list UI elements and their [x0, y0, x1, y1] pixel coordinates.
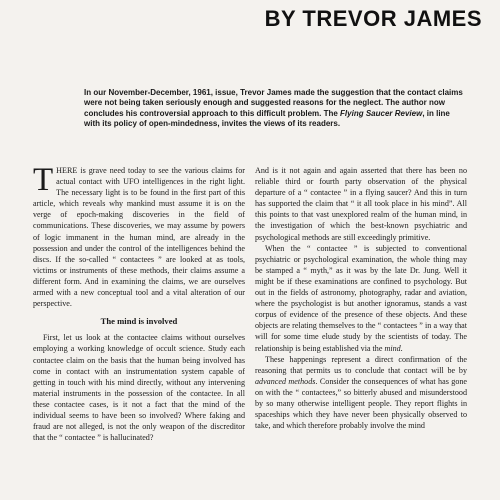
right-paragraph-3-emphasis: advanced methods	[255, 376, 316, 386]
right-paragraph-2-end: .	[400, 343, 403, 353]
drop-cap: T	[33, 162, 54, 198]
intro-publication-name: Flying Saucer Review	[340, 108, 423, 118]
right-paragraph-2	[255, 243, 467, 354]
article-byline: BY TREVOR JAMES	[264, 6, 482, 31]
right-paragraph-2-emphasis: mind	[384, 343, 401, 353]
left-paragraph-1	[33, 162, 245, 309]
left-paragraph-1-text: HERE is grave need today to see the various claims for actual contact with UFO intelligences in the right light. The necessary light is to be found in the first part of this article, which reveals why mankind must assume it is on the verge of epoch-making discoveries in the field of communications. These discoveries, we may assume by powers of logic immanent in the human mind, are already in the possession and under the control of the intelligences behind the discs. If the so-called “ contactees ” are looked at as tools, victims or instruments of these methods, their claims assume a different form. And in examining the claims, we are ourselves armed with a new conceptual tool and a vital alteration of our perspective.	[33, 166, 245, 309]
right-paragraph-1: And is it not again and again asserted that there has been no reliable third or fourth party observation of the physical departure of a “ contactee ” in a flying saucer? And this in turn has supported the claim that “ it all took place in his mind”. All this points to that vast unexplored realm of the human mind, in the investigation of which the best-known psychiatric and psychological methods are still exceedingly primitive.	[255, 166, 467, 242]
right-paragraph-3	[255, 354, 467, 432]
left-column	[33, 162, 245, 443]
right-paragraph-3-text: These happenings represent a direct confirmation of the reasoning that permits us to conclude that contact will be by	[255, 354, 467, 375]
intro-text-end: , in line with its policy of open-mindedness, invites the views of its readers.	[84, 108, 450, 129]
right-column	[255, 165, 467, 431]
right-paragraph-3-continued: . Consider the consequences of what has gone on with the “ contactees,” so bitterly abused and misunderstood by so many otherwise intelligent people. They report flights in spaceships which they have never been physically observed to take, and which therefore probably involve the mind	[255, 376, 468, 431]
left-paragraph-2: First, let us look at the contactee claims without ourselves employing a working knowledge of occult science. Study each contactee claim on the basis that the human being involved has come in contact with an instrumentation system capable of getting in touch with his mind directly, without any intervening material instruments in the possession of the contactee. In all these contactee cases, is it not a fact that the mind of the individual seems to have been so involved? Where faking and fraud are not alleged, is not the only weapon of the discreditor that the “ contactee ” is hallucinated?	[33, 333, 245, 443]
intro-text-start: In our November-December, 1961, issue, Trevor James made the suggestion that the contact claims were not being taken seriously enough and suggested reasons for the neglect. The author now concludes his controversial approach to this difficult problem. The	[84, 88, 463, 118]
article-intro	[84, 88, 464, 130]
section-subheading: The mind is involved	[100, 316, 178, 327]
right-paragraph-2-text: When the “ contactee ” is subjected to conventional psychiatric or psychological examination, the whole thing may be stamped a “ myth,” as it was by the late Dr. Jung. Well it might be if these examinations are confined to psychology. But out in the fields of astronomy, photography, radar and aviation, where the psychologist is but another ignoramus, stands a vast corpus of evidence of the presence of these objects. And these objects are relating themselves to the “ contactees ” in a way that will for some time elude study by the scientists of today. The relationship is being established via the	[255, 243, 467, 353]
